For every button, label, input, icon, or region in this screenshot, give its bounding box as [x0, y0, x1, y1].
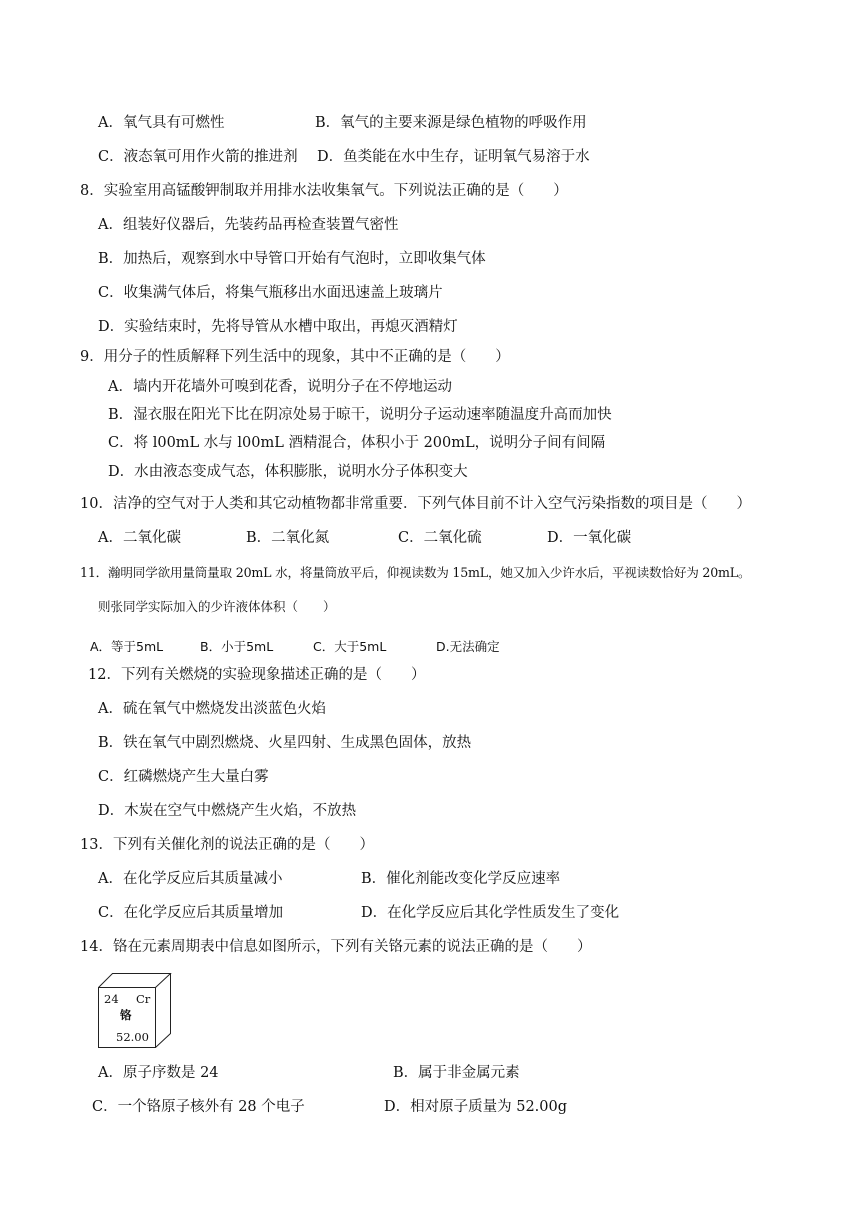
q8-option-d: D．实验结束时，先将导管从水槽中取出，再熄灭酒精灯 — [98, 319, 458, 335]
element-atomic-number: 24 — [104, 992, 119, 1006]
q9-option-b: B．湿衣服在阳光下比在阴凉处易于晾干，说明分子运动速率随温度升高而加快 — [108, 407, 612, 423]
q7-option-a: A．氧气具有可燃性 — [98, 115, 225, 131]
q10-stem: 10．洁净的空气对于人类和其它动植物都非常重要．下列气体目前不计入空气污染指数的项目是（ ） — [80, 496, 751, 512]
q12-option-a: A．硫在氧气中燃烧发出淡蓝色火焰 — [98, 701, 326, 717]
q11-option-b: B．小于5mL — [200, 639, 274, 654]
q10-option-a: A．二氧化碳 — [98, 530, 181, 546]
q9-option-c: C．将 l00mL 水与 l00mL 酒精混合，体积小于 200mL，说明分子间有间隔 — [108, 435, 606, 451]
element-name: 铬 — [120, 1008, 132, 1022]
q12-option-d: D．木炭在空气中燃烧产生火焰，不放热 — [98, 803, 357, 819]
q11-option-d: D.无法确定 — [436, 639, 500, 654]
q8-option-c: C．收集满气体后，将集气瓶移出水面迅速盖上玻璃片 — [98, 285, 443, 301]
q10-option-d: D．一氧化碳 — [547, 530, 632, 546]
q10-option-b: B．二氧化氮 — [246, 530, 330, 546]
q14-option-b: B．属于非金属元素 — [393, 1065, 520, 1081]
q11-option-c: C．大于5mL — [313, 639, 387, 654]
q11-stem-line-1: 11．瀚明同学欲用量筒量取 20mL 水，将量筒放平后，仰视读数为 15mL，她又加入少许水后，平视读数恰好为 20mL。 — [80, 565, 751, 580]
q13-stem: 13．下列有关催化剂的说法正确的是（ ） — [80, 837, 374, 853]
element-symbol: Cr — [136, 992, 151, 1006]
q12-option-b: B．铁在氧气中剧烈燃烧、火星四射、生成黑色固体，放热 — [98, 735, 472, 751]
q9-option-a: A．墙内开花墙外可嗅到花香，说明分子在不停地运动 — [108, 379, 452, 395]
q14-option-d: D．相对原子质量为 52.00g — [384, 1099, 568, 1115]
q7-option-d: D．鱼类能在水中生存，证明氧气易溶于水 — [317, 149, 590, 165]
q13-option-d: D．在化学反应后其化学性质发生了变化 — [361, 905, 620, 921]
q10-option-c: C．二氧化硫 — [398, 530, 482, 546]
q14-option-c: C．一个铬原子核外有 28 个电子 — [92, 1099, 305, 1115]
q7-option-b: B．氧气的主要来源是绿色植物的呼吸作用 — [315, 115, 587, 131]
q7-option-c: C．液态氧可用作火箭的推进剂 — [98, 149, 298, 165]
q11-stem-line-2: 则张同学实际加入的少许液体体积（ ） — [98, 599, 336, 614]
element-atomic-mass: 52.00 — [116, 1030, 149, 1044]
q14-stem: 14．铬在元素周期表中信息如图所示，下列有关铬元素的说法正确的是（ ） — [80, 939, 592, 955]
element-cell-figure — [96, 970, 176, 1050]
q12-stem: 12．下列有关燃烧的实验现象描述正确的是（ ） — [88, 667, 426, 683]
q13-option-a: A．在化学反应后其质量减小 — [98, 871, 283, 887]
q8-option-b: B．加热后，观察到水中导管口开始有气泡时，立即收集气体 — [98, 251, 486, 267]
q13-option-c: C．在化学反应后其质量增加 — [98, 905, 284, 921]
q8-option-a: A．组装好仪器后，先装药品再检查装置气密性 — [98, 217, 399, 233]
q12-option-c: C．红磷燃烧产生大量白雾 — [98, 769, 269, 785]
q13-option-b: B．催化剂能改变化学反应速率 — [361, 871, 561, 887]
q8-stem: 8．实验室用高锰酸钾制取并用排水法收集氧气。下列说法正确的是（ ） — [80, 183, 568, 199]
q11-option-a: A．等于5mL — [90, 639, 164, 654]
q9-stem: 9．用分子的性质解释下列生活中的现象，其中不正确的是（ ） — [80, 349, 510, 365]
q9-option-d: D．水由液态变成气态，体积膨胀，说明水分子体积变大 — [108, 464, 468, 480]
q14-option-a: A．原子序数是 24 — [98, 1065, 219, 1081]
